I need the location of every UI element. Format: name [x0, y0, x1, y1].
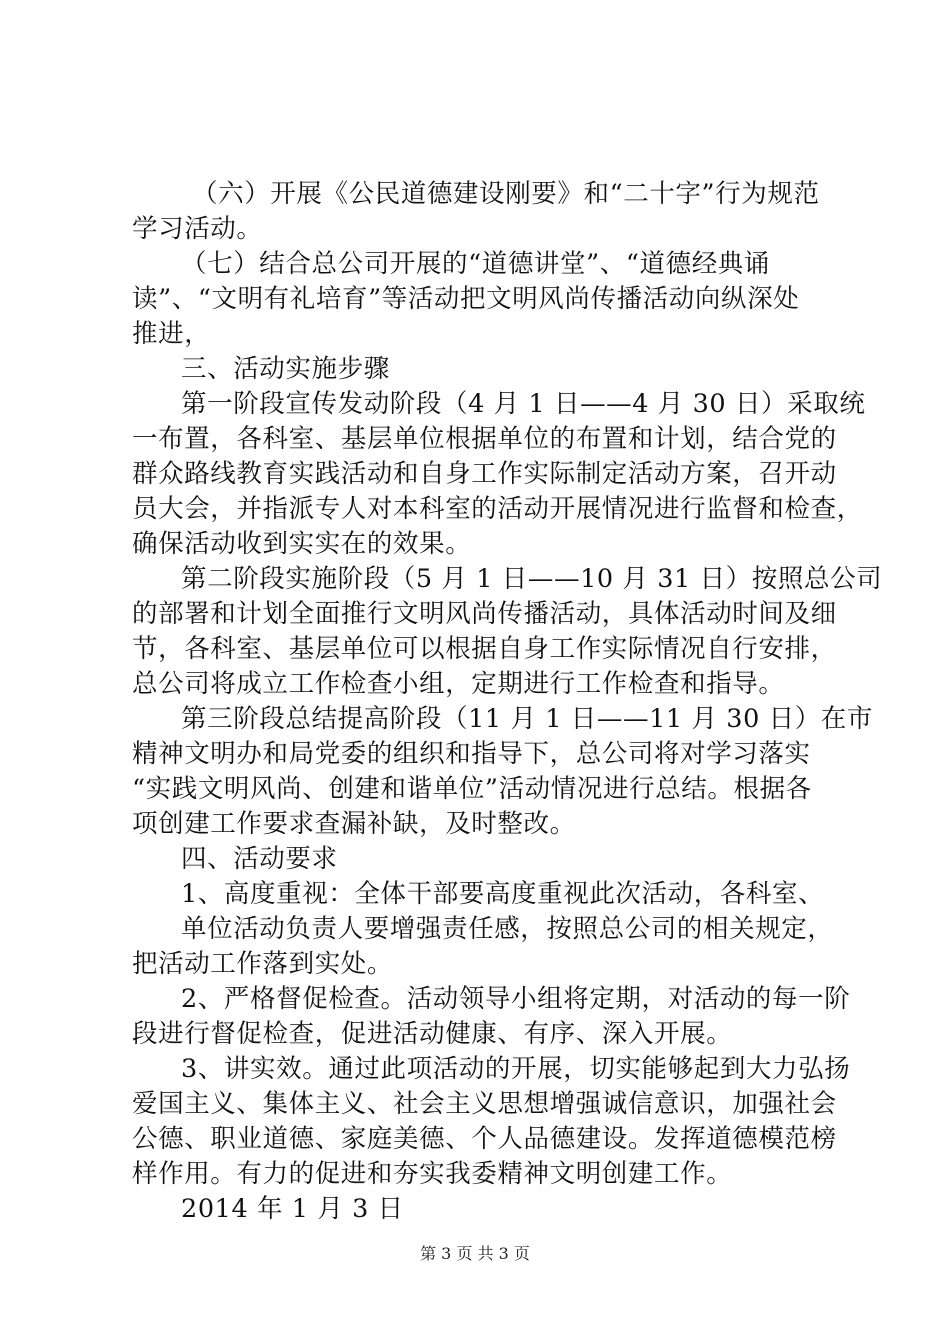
text-line: 节，各科室、基层单位可以根据自身工作实际情况自行安排， — [132, 634, 837, 664]
page-footer — [0, 1244, 950, 1264]
text-line: 1、高度重视：全体干部要高度重视此次活动，各科室、 — [181, 879, 825, 909]
text-line: 单位活动负责人要增强责任感，按照总公司的相关规定， — [181, 914, 834, 944]
section-heading: 三、活动实施步骤 — [181, 354, 390, 384]
text-line: 员大会，并指派专人对本科室的活动开展情况进行监督和检查， — [132, 494, 863, 524]
text-line: 确保活动收到实实在的效果。 — [132, 529, 472, 559]
text-line: 第一阶段宣传发动阶段（4 月 1 日——4 月 30 日）采取统 — [181, 389, 866, 419]
text-line: 爱国主义、集体主义、社会主义思想增强诚信意识，加强社会 — [132, 1089, 837, 1119]
text-line: 的部署和计划全面推行文明风尚传播活动，具体活动时间及细 — [132, 599, 837, 629]
text-line: （七）结合总公司开展的“道德讲堂”、“道德经典诵 — [181, 249, 771, 279]
text-line: （六）开展《公民道德建设刚要》和“二十字”行为规范 — [192, 179, 820, 209]
text-line: “实践文明风尚、创建和谐单位”活动情况进行总结。根据各 — [132, 774, 812, 804]
document-date: 2014 年 1 月 3 日 — [181, 1194, 404, 1224]
text-line: 推进， — [132, 319, 211, 349]
section-heading: 四、活动要求 — [181, 844, 338, 874]
text-line: 一布置，各科室、基层单位根据单位的布置和计划，结合党的 — [132, 424, 837, 454]
text-line: 精神文明办和局党委的组织和指导下，总公司将对学习落实 — [132, 739, 811, 769]
text-line: 读”、“文明有礼培育”等活动把文明风尚传播活动向纵深处 — [132, 284, 800, 314]
page-number: 第 3 页 共 3 页 — [420, 1244, 530, 1263]
text-line: 学习活动。 — [132, 214, 263, 244]
text-line: 3、讲实效。通过此项活动的开展，切实能够起到大力弘扬 — [181, 1054, 851, 1084]
text-line: 项创建工作要求查漏补缺，及时整改。 — [132, 809, 576, 839]
text-line: 把活动工作落到实处。 — [132, 949, 394, 979]
text-line: 公德、职业道德、家庭美德、个人品德建设。发挥道德模范榜 — [132, 1124, 837, 1154]
text-line: 总公司将成立工作检查小组，定期进行工作检查和指导。 — [132, 669, 785, 699]
text-line: 第二阶段实施阶段（5 月 1 日——10 月 31 日）按照总公司 — [181, 564, 883, 594]
text-line: 群众路线教育实践活动和自身工作实际制定活动方案，召开动 — [132, 459, 837, 489]
text-line: 段进行督促检查，促进活动健康、有序、深入开展。 — [132, 1019, 733, 1049]
text-line: 2、严格督促检查。活动领导小组将定期，对活动的每一阶 — [181, 984, 851, 1014]
text-line: 样作用。有力的促进和夯实我委精神文明创建工作。 — [132, 1159, 733, 1189]
text-line: 第三阶段总结提高阶段（11 月 1 日——11 月 30 日）在市 — [181, 704, 874, 734]
